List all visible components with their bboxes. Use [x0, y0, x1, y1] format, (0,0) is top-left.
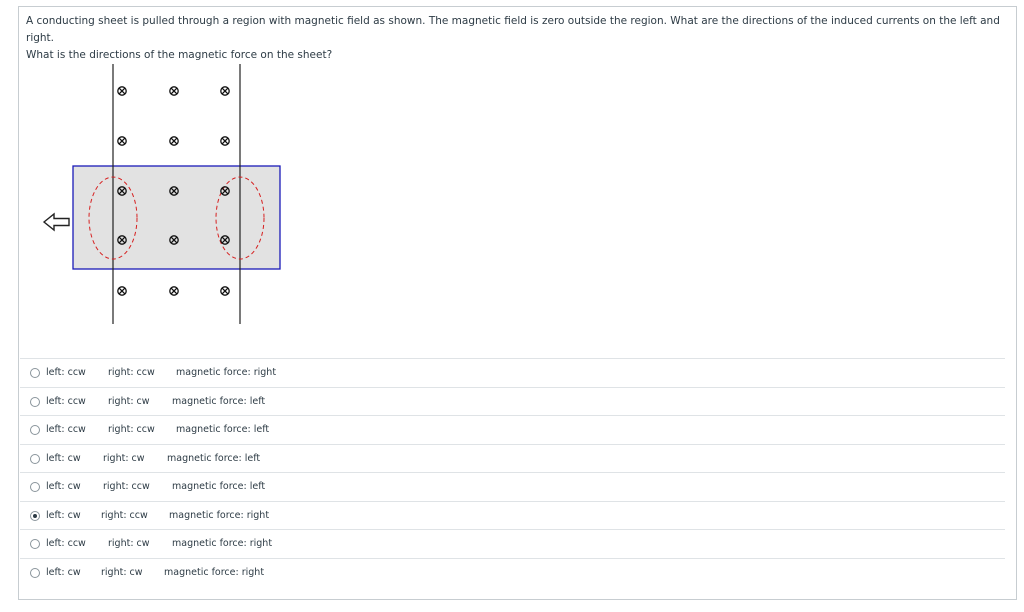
field-into-page-icon	[221, 287, 229, 295]
field-into-page-icon	[118, 137, 126, 145]
field-into-page-icon	[118, 87, 126, 95]
answer-force: magnetic force: left	[172, 395, 266, 407]
answer-force: magnetic force: right	[164, 566, 265, 578]
answer-radio[interactable]	[30, 425, 40, 435]
answer-option[interactable]	[20, 358, 1005, 387]
field-into-page-icon	[170, 87, 178, 95]
field-into-page-icon	[170, 287, 178, 295]
answer-option[interactable]	[20, 415, 1005, 444]
answer-left-current: left: cw	[46, 452, 81, 464]
answer-radio[interactable]	[30, 539, 40, 549]
question-line-1: A conducting sheet is pulled through a region with magnetic field as shown. The magnetic field is zero outside the region. What are the directions of the induced currents on the left and right.	[26, 15, 1000, 44]
conducting-sheet	[73, 166, 280, 269]
answer-option[interactable]	[20, 501, 1005, 530]
answer-right-current: right: cw	[101, 566, 143, 578]
question-line-2: What is the directions of the magnetic force on the sheet?	[26, 49, 333, 61]
answer-force: magnetic force: right	[176, 367, 277, 378]
answer-left-current: left: cw	[46, 566, 81, 578]
answer-radio[interactable]	[30, 397, 40, 407]
answer-right-current: right: cw	[108, 538, 150, 549]
answer-option[interactable]	[20, 444, 1005, 473]
field-into-page-icon	[118, 287, 126, 295]
field-into-page-icon	[221, 137, 229, 145]
answer-option[interactable]	[20, 529, 1005, 558]
answer-right-current: right: cw	[108, 395, 150, 407]
answer-list	[20, 358, 1005, 586]
answer-left-current: left: cw	[46, 481, 81, 492]
answer-right-current: right: cw	[103, 452, 145, 464]
answer-force: magnetic force: left	[167, 452, 261, 464]
pull-direction-arrow-icon	[44, 214, 69, 230]
answer-radio-selected[interactable]	[30, 511, 40, 521]
answer-right-current: right: ccw	[108, 424, 155, 435]
answer-radio[interactable]	[30, 568, 40, 578]
answer-radio[interactable]	[30, 482, 40, 492]
answer-radio[interactable]	[30, 454, 40, 464]
answer-force: magnetic force: right	[172, 538, 273, 549]
field-into-page-icon	[170, 137, 178, 145]
answer-force: magnetic force: right	[169, 509, 270, 521]
answer-left-current: left: ccw	[46, 395, 86, 407]
answer-right-current: right: ccw	[101, 509, 148, 521]
answer-left-current: left: cw	[46, 509, 81, 521]
answer-force: magnetic force: left	[172, 481, 266, 492]
answer-left-current: left: ccw	[46, 424, 86, 435]
answer-option[interactable]	[20, 387, 1005, 416]
answer-option[interactable]	[20, 472, 1005, 501]
answer-force: magnetic force: left	[176, 424, 270, 435]
field-into-page-icon	[221, 87, 229, 95]
answer-right-current: right: ccw	[103, 481, 150, 492]
answer-option[interactable]	[20, 558, 1005, 587]
answer-radio[interactable]	[30, 368, 40, 378]
answer-left-current: left: ccw	[46, 367, 86, 378]
answer-right-current: right: ccw	[108, 367, 155, 378]
answer-left-current: left: ccw	[46, 538, 86, 549]
